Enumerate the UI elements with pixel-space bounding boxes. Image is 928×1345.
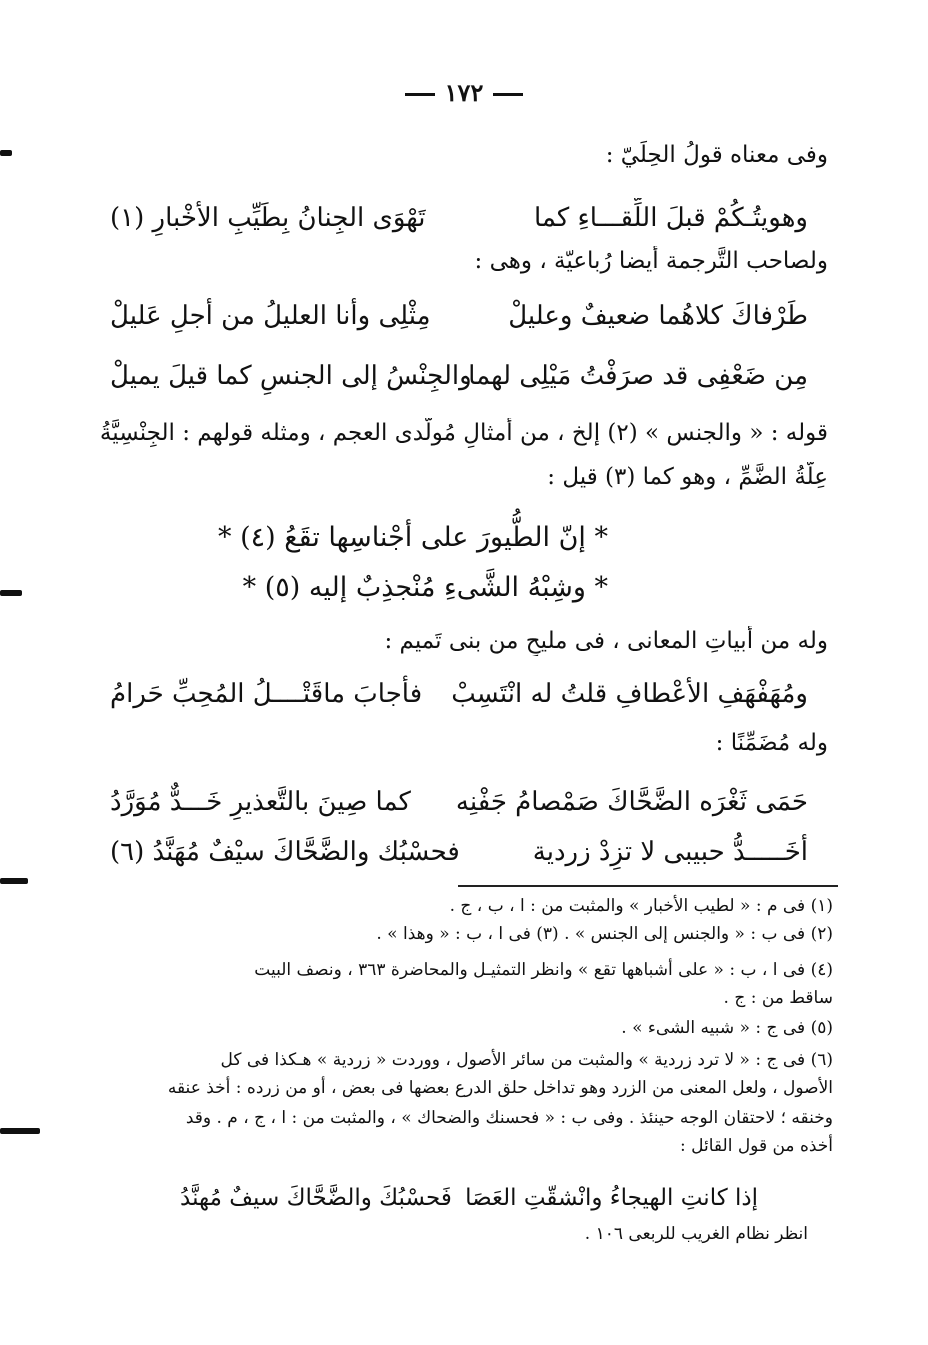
footnote-6-reference: انظر نظام الغريب للربعى ١٠٦ . xyxy=(584,1224,808,1244)
footnote-6-line-4: أخذه من قول القائل : xyxy=(680,1136,833,1156)
quatrain-line-2 xyxy=(110,356,808,396)
footnote-4-continued: ساقط من : ج . xyxy=(723,988,833,1008)
footnote-4: (٤) فى ا ، ب : « على أشباهها تقع » وانظر التمثيـل والمحاضرة ٣٦٣ ، ونصف البيت xyxy=(254,960,833,980)
footnote-verse xyxy=(180,1178,758,1218)
verse-1-second-hemistich: تَهْوَى الجِنانُ بِطَيِّبِ الأخْبارِ (١) xyxy=(110,203,426,233)
scan-margin-mark xyxy=(0,878,28,884)
verse-2-first-hemistich: ومُهَفْهَفِ الأعْطافِ قلتُ له انْتَسِبْ xyxy=(451,679,808,709)
dash-right xyxy=(405,93,435,96)
footnote-5: (٥) فى ج : « شبيه الشىء » . xyxy=(621,1018,833,1038)
verse-1-first-hemistich: وهويتُـكُمْ قبلَ اللِّقـــاءِ كما xyxy=(533,203,808,233)
verse-4 xyxy=(110,832,808,872)
verse-2 xyxy=(110,674,808,714)
scan-margin-mark xyxy=(0,590,22,596)
body-line-1: وفى معناه قولُ الحِلِّيّ : xyxy=(605,142,828,168)
quoted-verse-2: * وشِبْهُ الشَّىءِ مُنْجذِبٌ إليه (٥) * xyxy=(242,572,608,603)
footnote-divider xyxy=(458,885,838,887)
scan-margin-mark xyxy=(0,150,12,156)
verse-2-second-hemistich: فأجابَ ماقَتْــــلُ المُحِبِّ حَرامُ xyxy=(110,679,423,709)
page-number xyxy=(0,78,928,107)
footnote-verse-second-hemistich: فَحسْبُكَ والضَّحَّاكَ سيفٌ مُهنَّدُ xyxy=(180,1185,452,1211)
footnote-6-line-2: الأصول ، ولعل المعنى من الزرد وهو تداخل حلق الدرع بعضها فى بعض ، أو من زرده : أخذ عنقه xyxy=(167,1078,833,1098)
body-line-4: عِلَّةُ الضَّمِّ ، وهو كما (٣) قيل : xyxy=(547,464,828,490)
verse-4-second-hemistich: فحسْبُك والضَّحَّاكَ سيْفٌ مُهَنَّدُ (٦) xyxy=(110,837,460,867)
quatrain-2-second-hemistich: والجِنْسُ إلى الجنسِ كما قيلَ يميلْ xyxy=(110,361,472,391)
body-line-5: وله من أبياتِ المعانى ، فى مليحٍ من بنى تَميم : xyxy=(384,628,828,654)
body-line-6: وله مُضَمِّنًا : xyxy=(715,730,828,756)
dash-left xyxy=(493,93,523,96)
quatrain-2-first-hemistich: مِن ضَعْفِى قد صرَفْتُ مَيْلِى لهما xyxy=(468,361,808,391)
footnote-6-line-3: وخنقه ؛ لاحتقان الوجه حينئذ . وفى ب : « فحسنك والضحاك » ، والمثبت من : ا ، ج ، م . وقد xyxy=(185,1108,833,1128)
verse-3-second-hemistich: كما صِينَ بالتَّعذيرِ خَـــدٌّ مُوَرَّدُ xyxy=(110,787,411,817)
page-number-text: ١٧٢ xyxy=(444,78,484,107)
body-line-3: قوله : « والجنس » (٢) إلخ ، من أمثالِ مُولَّدى العجم ، ومثله قولهم : الجِنْسِيَّةُ xyxy=(99,420,828,446)
quoted-verse-1: * إنّ الطُّيورَ على أجْناسِها تقَعُ (٤) * xyxy=(218,522,608,553)
quatrain-line-1 xyxy=(110,296,808,336)
body-line-2: ولصاحب التَّرجمة أيضا رُباعيّة ، وهى : xyxy=(474,248,828,274)
footnote-6: (٦) فى ج : « لا ترد زردية » والمثبت من سائر الأصول ، ووردت « زردية » هـكذا فى كل xyxy=(220,1050,833,1070)
verse-4-first-hemistich: أخَـــــدُّ حبيبى لا تزِدْ زردية xyxy=(532,837,808,867)
quatrain-1-first-hemistich: طَرْفاكَ كلاهُما ضعيفٌ وعليلْ xyxy=(508,301,808,331)
quatrain-1-second-hemistich: مِثْلِى وأنا العليلُ من أجلِ عَليلْ xyxy=(110,301,431,331)
scan-margin-mark xyxy=(0,1128,40,1134)
verse-3 xyxy=(110,782,808,822)
footnote-verse-first-hemistich: إذا كانتِ الهيجاءُ وانْشقّتِ العَصَا xyxy=(465,1185,758,1211)
verse-1 xyxy=(110,198,808,238)
verse-3-first-hemistich: حَمَى ثَغْرَه الضَّحَّاكَ صَمْصامُ جَفْنِه xyxy=(455,787,808,817)
footnote-1: (١) فى م : « لطيب الأخبار » والمثبت من : ا ، ب ، ج . xyxy=(449,896,833,916)
footnote-2-3: (٢) فى ب : « والجنس إلى الجنس » . (٣) فى ا ، ب : « وهذا » . xyxy=(376,924,833,944)
